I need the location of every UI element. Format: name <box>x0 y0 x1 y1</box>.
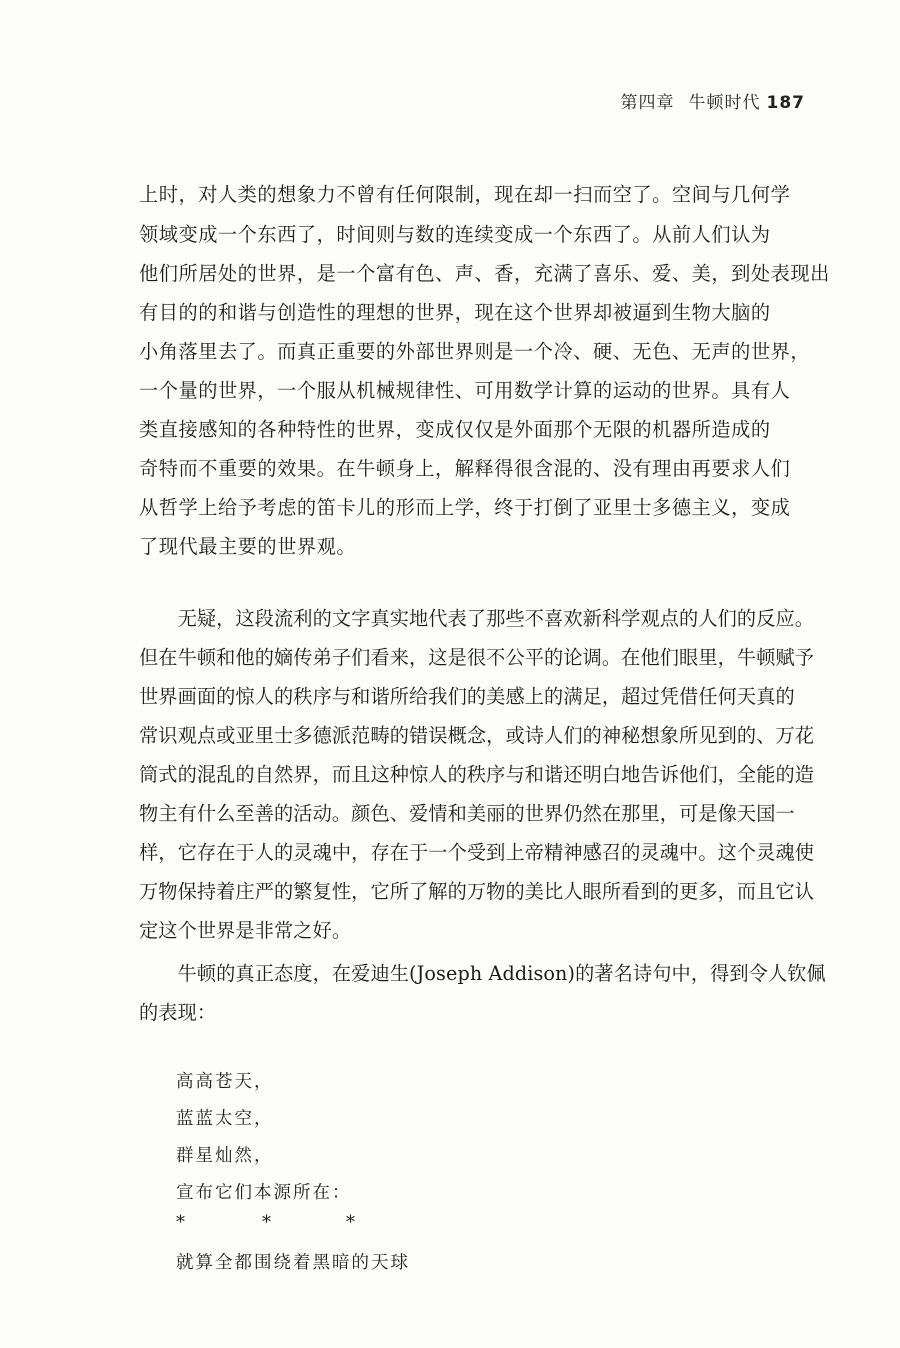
quote-line: 从哲学上给予考虑的笛卡儿的形而上学，终于打倒了亚里士多德主义，变成 <box>139 496 791 519</box>
quote-line: 他们所居处的世界，是一个富有色、声、香，充满了喜乐、爱、美，到处表现出 <box>139 262 830 285</box>
page-number: 187 <box>766 93 805 113</box>
quote-line: 有目的的和谐与创造性的理想的世界，现在这个世界却被逼到生物大脑的 <box>139 301 771 324</box>
quote-line: 了现代最主要的世界观。 <box>139 535 357 558</box>
quote-line: 上时，对人类的想象力不曾有任何限制，现在却一扫而空了。空间与几何学 <box>139 183 791 206</box>
body-line: 无疑，这段流利的文字真实地代表了那些不喜欢新科学观点的人们的反应。 <box>139 607 815 630</box>
body-line: 万物保持着庄严的繁复性，它所了解的万物的美比人眼所看到的更多，而且它认 <box>139 880 815 903</box>
quote-line: 一个量的世界，一个服从机械规律性、可用数学计算的运动的世界。具有人 <box>139 379 791 402</box>
separator-asterisk: * <box>176 1212 185 1233</box>
chapter-title: 牛顿时代 <box>688 93 761 113</box>
separator-asterisk: * <box>346 1212 355 1233</box>
poem-line: 高高苍天， <box>176 1072 274 1092</box>
quote-line: 小角落里去了。而真正重要的外部世界则是一个冷、硬、无色、无声的世界， <box>139 340 811 363</box>
poem-line: 就算全都围绕着黑暗的天球 <box>176 1253 410 1273</box>
body-line: 世界画面的惊人的秩序与和谐所给我们的美感上的满足，超过凭借任何天真的 <box>139 685 795 708</box>
chapter-label: 第四章 <box>620 93 675 113</box>
body-line: 常识观点或亚里士多德派范畴的错误概念，或诗人们的神秘想象所见到的、万花 <box>139 724 815 747</box>
stanza-separator <box>176 1212 436 1236</box>
poem-line: 群星灿然， <box>176 1146 274 1166</box>
body-line: 样，它存在于人的灵魂中，存在于一个受到上帝精神感召的灵魂中。这个灵魂使 <box>139 841 815 864</box>
body-line: 定这个世界是非常之好。 <box>139 919 352 942</box>
body-line: 牛顿的真正态度，在爱迪生(Joseph Addison)的著名诗句中，得到令人钦佩 <box>139 962 826 985</box>
body-line: 但在牛顿和他的嫡传弟子们看来，这是很不公平的论调。在他们眼里，牛顿赋予 <box>139 646 815 669</box>
body-line: 的表现： <box>139 1001 217 1024</box>
poem-line: 宣布它们本源所在： <box>176 1183 352 1203</box>
poem-line: 蓝蓝太空， <box>176 1109 274 1129</box>
running-header <box>621 88 806 113</box>
quote-line: 奇特而不重要的效果。在牛顿身上，解释得很含混的、没有理由再要求人们 <box>139 457 791 480</box>
body-line: 筒式的混乱的自然界，而且这种惊人的秩序与和谐还明白地告诉他们，全能的造 <box>139 763 815 786</box>
separator-asterisk: * <box>262 1212 271 1233</box>
quote-line: 类直接感知的各种特性的世界，变成仅仅是外面那个无限的机器所造成的 <box>139 418 771 441</box>
body-line: 物主有什么至善的活动。颜色、爱情和美丽的世界仍然在那里，可是像天国一 <box>139 802 795 825</box>
quote-line: 领域变成一个东西了，时间则与数的连续变成一个东西了。从前人们认为 <box>139 223 771 246</box>
